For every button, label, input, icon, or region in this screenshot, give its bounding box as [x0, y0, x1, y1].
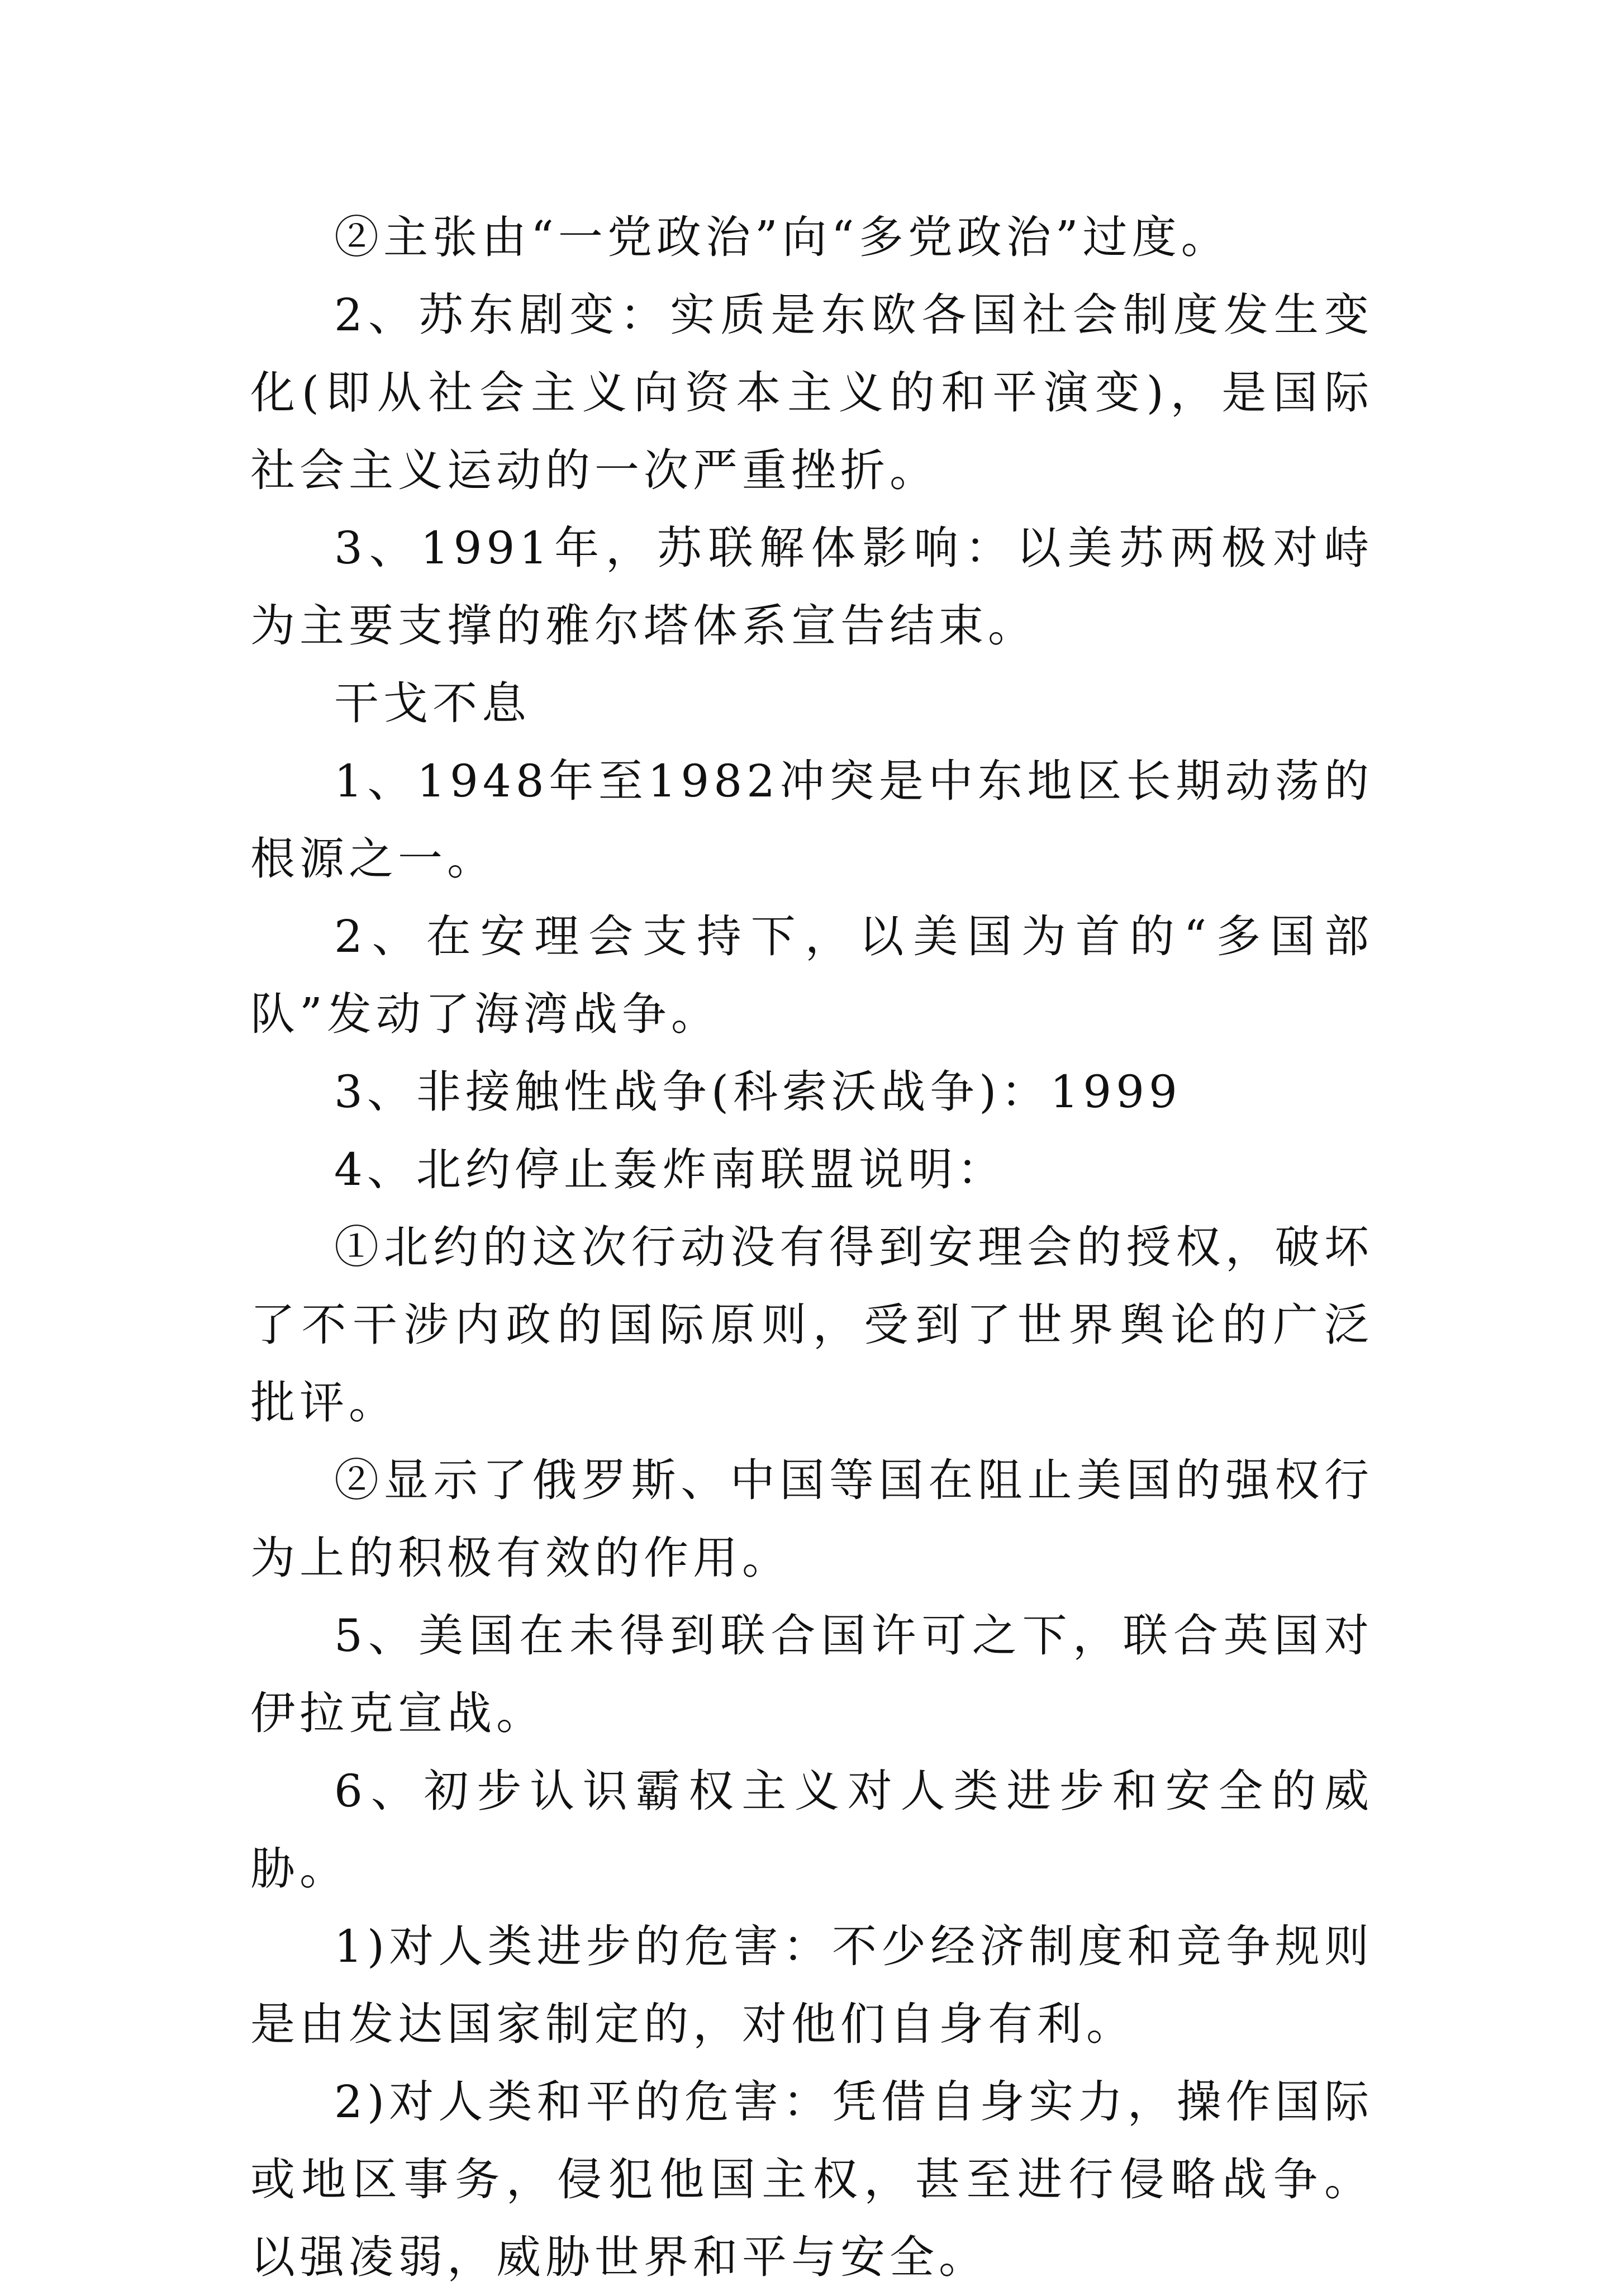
paragraph-middle-east-conflict: 1、1948年至1982冲突是中东地区长期动荡的根源之一。 [250, 755, 1373, 885]
paragraph-gulf-war: 2、在安理会支持下，以美国为首的“多国部队”发动了海湾战争。 [250, 910, 1373, 1040]
paragraph-harm-to-progress: 1)对人类进步的危害：不少经济制度和竞争规则是由发达国家制定的，对他们自身有利。 [250, 1920, 1373, 2050]
paragraph-point-2-multiparty: ②主张由“一党政治”向“多党政治”过度。 [334, 211, 1230, 263]
paragraph-kosovo-war: 3、非接触性战争(科索沃战争)：1999 [334, 1066, 1182, 1118]
paragraph-hegemonism-threat: 6、初步认识霸权主义对人类进步和安全的威胁。 [250, 1765, 1373, 1895]
paragraph-iraq-war: 5、美国在未得到联合国许可之下，联合英国对伊拉克宣战。 [250, 1610, 1373, 1739]
section-heading-ongoing-conflicts: 干戈不息 [334, 677, 531, 729]
paragraph-russia-china-role: ②显示了俄罗斯、中国等国在阻止美国的强权行为上的积极有效的作用。 [250, 1454, 1373, 1584]
paragraph-nato-no-authorization: ①北约的这次行动没有得到安理会的授权，破坏了不干涉内政的国际原则，受到了世界舆论的广泛批评。 [250, 1221, 1373, 1429]
document-body [250, 198, 1373, 2296]
paragraph-nato-bombing-halt: 4、北约停止轰炸南联盟说明： [334, 1144, 1006, 1196]
paragraph-harm-to-peace: 2)对人类和平的危害：凭借自身实力，操作国际或地区事务，侵犯他国主权，甚至进行侵略战争。以强凌弱，威胁世界和平与安全。 [250, 2076, 1373, 2283]
paragraph-soviet-dissolution-impact: 3、1991年，苏联解体影响：以美苏两极对峙为主要支撑的雅尔塔体系宣告结束。 [250, 522, 1373, 652]
paragraph-soviet-eastern-europe-upheaval: 2、苏东剧变：实质是东欧各国社会制度发生变化(即从社会主义向资本主义的和平演变)，是国际社会主义运动的一次严重挫折。 [250, 289, 1373, 496]
